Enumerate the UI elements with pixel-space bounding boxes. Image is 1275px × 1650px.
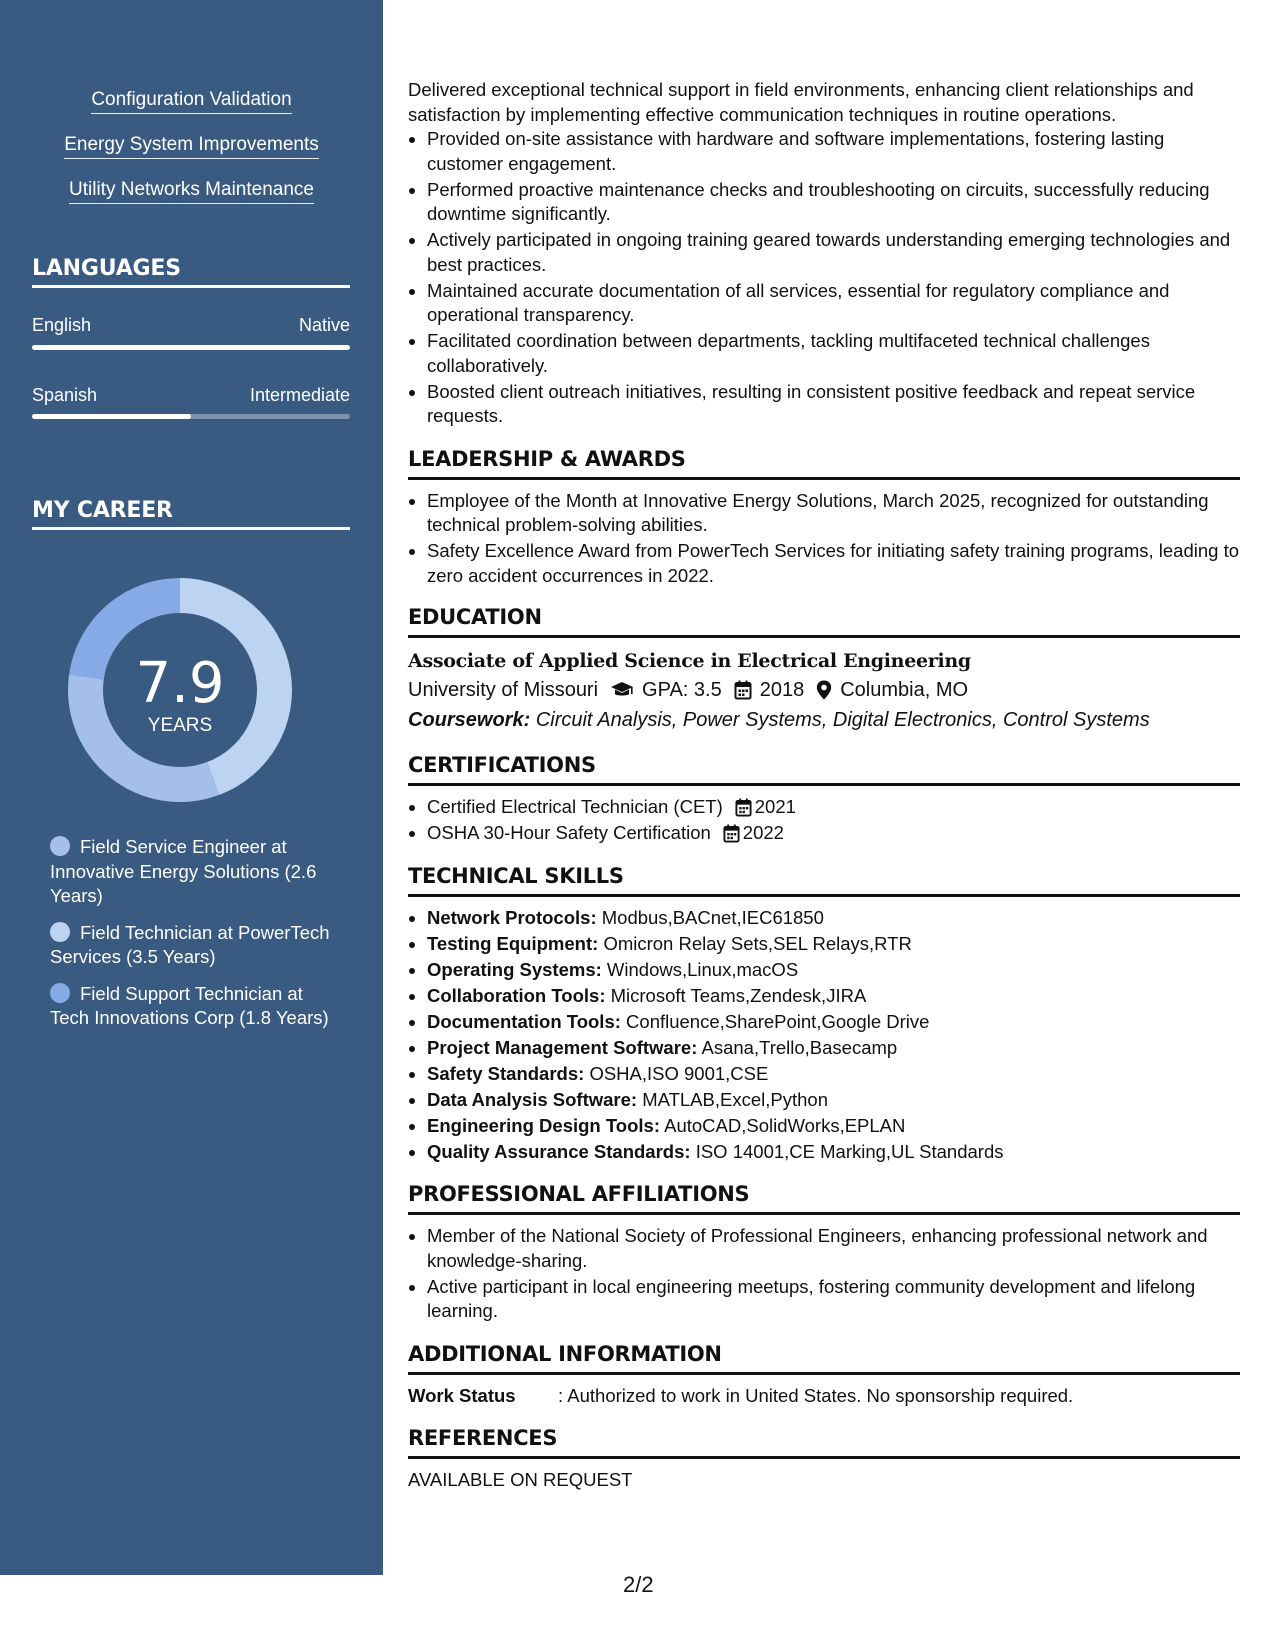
language-bar-fill xyxy=(32,345,350,350)
skill-value: Omicron Relay Sets,SEL Relays,RTR xyxy=(603,932,912,954)
skill-item xyxy=(427,1088,1240,1113)
certifications-heading: CERTIFICATIONS xyxy=(408,753,1240,786)
career-donut-chart xyxy=(62,572,298,808)
school-name: University of Missouri xyxy=(408,679,599,701)
leadership-item: • Safety Excellence Award from PowerTech Services for initiating safety training programs, leading to zero accident occurrences in 2022. xyxy=(427,539,1240,588)
certification-name: • Certified Electrical Technician (CET) xyxy=(427,796,723,817)
school-location: Columbia, MO xyxy=(840,679,969,701)
main-content xyxy=(408,78,1240,1492)
skill-links xyxy=(0,88,383,223)
skill-value: ISO 14001,CE Marking,UL Standards xyxy=(695,1140,1004,1162)
calendar-icon xyxy=(723,824,740,843)
certification-item xyxy=(427,795,1240,820)
experience-bullet: • Boosted client outreach initiatives, resulting in consistent positive feedback and repeat service requests. xyxy=(427,380,1240,429)
language-bar-spanish xyxy=(32,414,350,419)
language-bar-fill xyxy=(32,414,191,419)
skill-item xyxy=(427,1010,1240,1035)
career-dot-icon xyxy=(50,922,70,942)
language-bar-english xyxy=(32,345,350,350)
gpa: GPA: 3.5 xyxy=(642,679,722,701)
skill-label: Safety Standards: xyxy=(427,1062,585,1084)
language-level: Native xyxy=(298,315,350,335)
skill-label: Project Management Software: xyxy=(427,1036,698,1058)
experience-bullet: • Actively participated in ongoing training geared towards understanding emerging technologies and best practices. xyxy=(427,228,1240,277)
location-pin-icon xyxy=(816,680,832,700)
work-status-label: Work Status xyxy=(408,1384,516,1406)
career-heading: MY CAREER xyxy=(32,498,350,530)
skill-label: Testing Equipment: xyxy=(427,932,599,954)
career-dot-icon xyxy=(50,836,70,856)
graduation-year: 2018 xyxy=(759,679,805,701)
skill-item xyxy=(427,958,1240,983)
career-dot-icon xyxy=(50,983,70,1003)
references-heading: REFERENCES xyxy=(408,1426,1240,1459)
career-item xyxy=(50,921,340,970)
page-number: 2/2 xyxy=(623,1572,654,1597)
coursework xyxy=(408,705,1240,735)
experience-bullet: • Provided on-site assistance with hardware and software implementations, fostering lasting customer engagement. xyxy=(427,127,1240,176)
career-item-text: Field Technician at PowerTech Services (3.5 Years) xyxy=(50,921,330,967)
leadership-item: • Employee of the Month at Innovative Energy Solutions, March 2025, recognized for outstanding technical problem-solving abilities. xyxy=(427,489,1240,538)
skill-label: Network Protocols: xyxy=(427,906,597,928)
certification-year: 2022 xyxy=(742,822,784,843)
career-total-value: 7.9 xyxy=(135,651,225,716)
skill-value: Asana,Trello,Basecamp xyxy=(701,1036,898,1058)
language-row-english xyxy=(32,315,350,336)
affiliations-heading: PROFESSIONAL AFFILIATIONS xyxy=(408,1182,1240,1215)
career-total-unit: YEARS xyxy=(147,715,213,736)
languages-heading: LANGUAGES xyxy=(32,256,350,288)
language-name: English xyxy=(32,315,92,335)
skill-label: Operating Systems: xyxy=(427,958,602,980)
affiliations-list xyxy=(408,1224,1240,1324)
skill-item xyxy=(427,932,1240,957)
certification-year: 2021 xyxy=(754,796,796,817)
skill-value: Microsoft Teams,Zendesk,JIRA xyxy=(610,984,867,1006)
skill-label: Engineering Design Tools: xyxy=(427,1114,660,1136)
sidebar xyxy=(0,0,383,1575)
education-heading: EDUCATION xyxy=(408,605,1240,638)
skill-link-configuration-validation[interactable]: Configuration Validation xyxy=(91,88,291,114)
skill-value: AutoCAD,SolidWorks,EPLAN xyxy=(664,1114,906,1136)
skill-link-energy-system-improvements[interactable]: Energy System Improvements xyxy=(64,133,318,159)
skill-label: Documentation Tools: xyxy=(427,1010,621,1032)
degree-title: Associate of Applied Science in Electrical Engineering xyxy=(408,650,971,672)
skills-heading: TECHNICAL SKILLS xyxy=(408,864,1240,897)
skill-label: Collaboration Tools: xyxy=(427,984,606,1006)
affiliation-item: • Member of the National Society of Professional Engineers, enhancing professional network and knowledge-sharing. xyxy=(427,1224,1240,1273)
skill-item xyxy=(427,1140,1240,1165)
skill-value: MATLAB,Excel,Python xyxy=(642,1088,828,1110)
certification-item xyxy=(427,821,1240,846)
experience-bullet: • Performed proactive maintenance checks and troubleshooting on circuits, successfully reducing downtime significantly. xyxy=(427,178,1240,227)
experience-bullet: • Maintained accurate documentation of all services, essential for regulatory compliance and operational transparency. xyxy=(427,279,1240,328)
experience-bullets xyxy=(408,127,1240,429)
coursework-list: Circuit Analysis, Power Systems, Digital Electronics, Control Systems xyxy=(535,709,1150,731)
skill-item xyxy=(427,1036,1240,1061)
skill-value: OSHA,ISO 9001,CSE xyxy=(589,1062,769,1084)
skill-label: Quality Assurance Standards: xyxy=(427,1140,691,1162)
career-item xyxy=(50,835,340,909)
leadership-heading: LEADERSHIP & AWARDS xyxy=(408,447,1240,480)
language-name: Spanish xyxy=(32,385,98,405)
calendar-icon xyxy=(735,798,752,817)
work-status-value: : Authorized to work in United States. No sponsorship required. xyxy=(558,1384,1074,1406)
experience-summary: Delivered exceptional technical support in field environments, enhancing client relationships and satisfaction by implementing effective communication techniques in routine operations. xyxy=(408,79,1194,125)
references-text: AVAILABLE ON REQUEST xyxy=(408,1468,633,1490)
skill-value: Modbus,BACnet,IEC61850 xyxy=(601,906,824,928)
career-list xyxy=(50,835,340,1043)
additional-info-heading: ADDITIONAL INFORMATION xyxy=(408,1342,1240,1375)
language-row-spanish xyxy=(32,385,350,406)
skill-item xyxy=(427,1062,1240,1087)
skill-link-utility-networks-maintenance[interactable]: Utility Networks Maintenance xyxy=(69,178,314,204)
work-status-row xyxy=(408,1384,1240,1408)
certifications-list xyxy=(408,795,1240,846)
skills-list xyxy=(408,906,1240,1165)
skill-label: Data Analysis Software: xyxy=(427,1088,638,1110)
career-item xyxy=(50,982,340,1031)
experience-bullet: • Facilitated coordination between departments, tackling multifaceted technical challenges collaboratively. xyxy=(427,329,1240,378)
skill-item xyxy=(427,984,1240,1009)
skill-item xyxy=(427,906,1240,931)
calendar-icon xyxy=(734,680,752,700)
skill-item xyxy=(427,1114,1240,1139)
coursework-label: Coursework: xyxy=(408,709,531,731)
skill-value: Confluence,SharePoint,Google Drive xyxy=(626,1010,930,1032)
language-level: Intermediate xyxy=(249,385,350,405)
certification-name: • OSHA 30-Hour Safety Certification xyxy=(427,822,711,843)
education-details xyxy=(408,675,1240,705)
career-item-text: Field Service Engineer at Innovative Energy Solutions (2.6 Years) xyxy=(50,836,317,906)
graduation-cap-icon xyxy=(610,681,634,699)
skill-value: Windows,Linux,macOS xyxy=(606,958,799,980)
leadership-list xyxy=(408,489,1240,589)
career-item-text: Field Support Technician at Tech Innovations Corp (1.8 Years) xyxy=(50,982,329,1028)
affiliation-item: • Active participant in local engineering meetups, fostering community development and lifelong learning. xyxy=(427,1275,1240,1324)
